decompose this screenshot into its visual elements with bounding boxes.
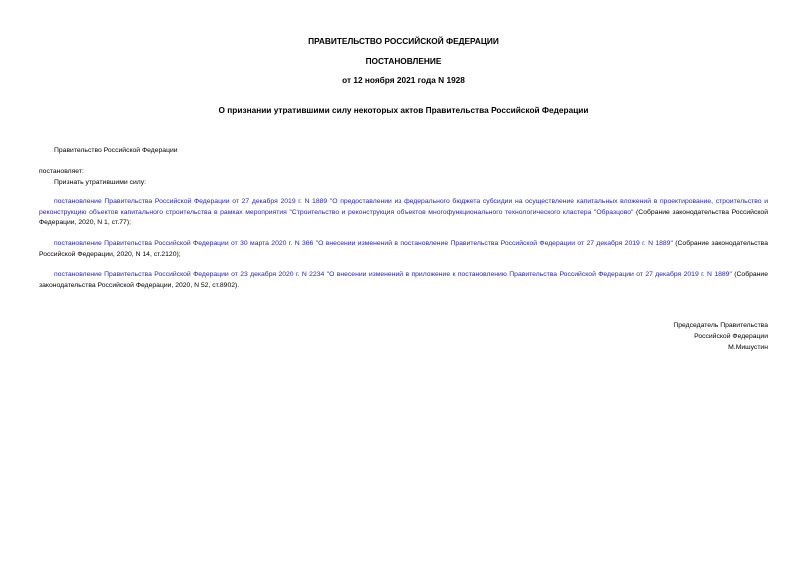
act-paragraph-2 (39, 239, 768, 260)
signature-position: Председатель Правительства (673, 322, 768, 329)
resolves-line: постановляет: (39, 168, 84, 175)
act-link-3[interactable]: постановление Правительства Российской Федерации от 23 декабря 2020 г. N 2234 "О внесении изменений в приложение к постановлению Правительства Российской Федерации от 27 декабря 2019 г. N 1889" (54, 271, 732, 278)
act-link-1[interactable]: постановление Правительства Российской Федерации от 27 декабря 2019 г. N 1889 "О предоставлении из федерального бюджета субсидии на осуществление капитальных вложений в проектирование, строительство и реконструкцию объектов капитального строительства в рамках мероприятия "Строительство и реконструкция объектов многофункционального технологического кластера "Образцово" (39, 198, 768, 216)
government-line: Правительство Российской Федерации (54, 147, 178, 154)
document-title: О признании утратившими силу некоторых актов Правительства Российской Федерации (218, 105, 589, 115)
act-source-3: (Собрание законодательства Российской Федерации, 2020, N 52, ст.8902). (39, 271, 768, 289)
act-source-1: (Собрание законодательства Российской Федерации, 2020, N 1, ст.77); (39, 208, 769, 226)
signature-body: Российской Федерации (694, 333, 768, 340)
document-type-heading: ПОСТАНОВЛЕНИЕ (365, 56, 442, 66)
act-paragraph-1 (39, 197, 768, 229)
issuer-heading: ПРАВИТЕЛЬСТВО РОССИЙСКОЙ ФЕДЕРАЦИИ (308, 36, 499, 46)
item-line: Признать утратившими силу: (54, 179, 147, 186)
act-paragraph-3 (39, 270, 768, 291)
signature-name: М.Мишустин (728, 344, 768, 351)
act-link-2[interactable]: постановление Правительства Российской Федерации от 30 марта 2020 г. N 366 "О внесении изменений в постановление Правительства Российской Федерации от 27 декабря 2019 г. N 1889" (54, 240, 673, 247)
document-date-number: от 12 ноября 2021 года N 1928 (342, 75, 465, 85)
act-source-2: (Собрание законодательства Российской Федерации, 2020, N 14, ст.2120); (39, 240, 768, 258)
